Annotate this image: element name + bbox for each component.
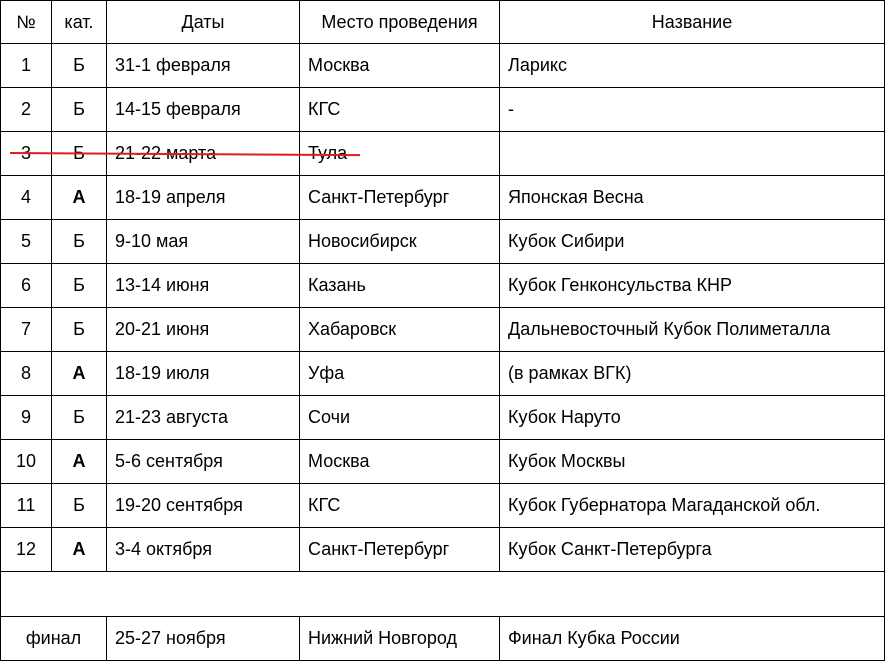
table-row <box>1 44 885 88</box>
row-place: Сочи <box>300 396 500 440</box>
row-tournament-name: Японская Весна <box>500 176 885 220</box>
row-number: 6 <box>1 264 52 308</box>
row-place: Москва <box>300 440 500 484</box>
row-place: Санкт-Петербург <box>300 528 500 572</box>
table-row <box>1 220 885 264</box>
spacer-cell <box>1 572 885 617</box>
row-dates: 14-15 февраля <box>107 88 300 132</box>
row-category: Б <box>52 396 107 440</box>
table-header-row <box>1 1 885 44</box>
table-spacer-row <box>1 572 885 617</box>
row-number: 5 <box>1 220 52 264</box>
row-number: 7 <box>1 308 52 352</box>
row-dates: 20-21 июня <box>107 308 300 352</box>
row-dates: 21-22 марта <box>107 132 300 176</box>
row-category: Б <box>52 308 107 352</box>
row-tournament-name: Ларикс <box>500 44 885 88</box>
row-place: Новосибирск <box>300 220 500 264</box>
row-tournament-name: Кубок Генконсульства КНР <box>500 264 885 308</box>
row-category: Б <box>52 484 107 528</box>
row-category: А <box>52 352 107 396</box>
table-row <box>1 308 885 352</box>
row-dates: 18-19 июля <box>107 352 300 396</box>
header-category: кат. <box>52 1 107 44</box>
table-row <box>1 176 885 220</box>
row-number: 1 <box>1 44 52 88</box>
row-category: А <box>52 176 107 220</box>
table-row <box>1 264 885 308</box>
row-category: Б <box>52 88 107 132</box>
row-tournament-name <box>500 132 885 176</box>
row-category: Б <box>52 44 107 88</box>
row-number: 10 <box>1 440 52 484</box>
row-tournament-name: Кубок Москвы <box>500 440 885 484</box>
row-place: КГС <box>300 484 500 528</box>
table-row <box>1 396 885 440</box>
row-place: Санкт-Петербург <box>300 176 500 220</box>
row-number: 11 <box>1 484 52 528</box>
row-tournament-name: (в рамках ВГК) <box>500 352 885 396</box>
row-tournament-name: Кубок Сибири <box>500 220 885 264</box>
row-tournament-name: - <box>500 88 885 132</box>
row-place: Москва <box>300 44 500 88</box>
final-label: финал <box>1 617 107 661</box>
row-tournament-name: Дальневосточный Кубок Полиметалла <box>500 308 885 352</box>
row-tournament-name: Кубок Губернатора Магаданской обл. <box>500 484 885 528</box>
row-dates: 13-14 июня <box>107 264 300 308</box>
row-category: Б <box>52 132 107 176</box>
final-tournament-name: Финал Кубка России <box>500 617 885 661</box>
header-place: Место проведения <box>300 1 500 44</box>
row-dates: 19-20 сентября <box>107 484 300 528</box>
row-number: 8 <box>1 352 52 396</box>
row-place: Хабаровск <box>300 308 500 352</box>
row-place: Уфа <box>300 352 500 396</box>
row-category: А <box>52 528 107 572</box>
table-row <box>1 528 885 572</box>
row-tournament-name: Кубок Наруто <box>500 396 885 440</box>
row-place: КГС <box>300 88 500 132</box>
row-category: А <box>52 440 107 484</box>
header-number: № <box>1 1 52 44</box>
header-name: Название <box>500 1 885 44</box>
row-dates: 5-6 сентября <box>107 440 300 484</box>
table-row <box>1 484 885 528</box>
table-row <box>1 88 885 132</box>
table-row <box>1 440 885 484</box>
row-dates: 31-1 февраля <box>107 44 300 88</box>
row-place: Казань <box>300 264 500 308</box>
row-place: Тула <box>300 132 500 176</box>
row-number: 12 <box>1 528 52 572</box>
row-number: 3 <box>1 132 52 176</box>
header-dates: Даты <box>107 1 300 44</box>
final-dates: 25-27 ноября <box>107 617 300 661</box>
row-number: 9 <box>1 396 52 440</box>
final-place: Нижний Новгород <box>300 617 500 661</box>
row-dates: 9-10 мая <box>107 220 300 264</box>
row-category: Б <box>52 220 107 264</box>
row-number: 4 <box>1 176 52 220</box>
row-number: 2 <box>1 88 52 132</box>
row-category: Б <box>52 264 107 308</box>
table-body <box>1 44 885 661</box>
row-dates: 18-19 апреля <box>107 176 300 220</box>
table-row <box>1 352 885 396</box>
row-dates: 21-23 августа <box>107 396 300 440</box>
row-tournament-name: Кубок Санкт-Петербурга <box>500 528 885 572</box>
table-row-final <box>1 617 885 661</box>
row-dates: 3-4 октября <box>107 528 300 572</box>
